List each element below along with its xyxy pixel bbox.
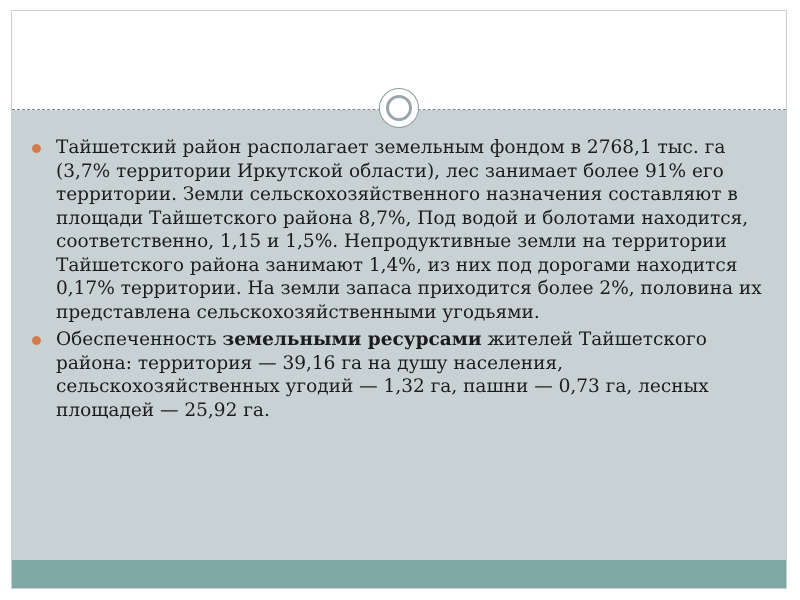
footer-bar [12,560,786,588]
bullet-text-suffix: жителей Тайшетского района: территория — 39,16 га на душу населения, сельскохозяйственных угодий — 1,32 га, пашни — 0,73 га, лесных площадей — 25,92 га. [56,329,709,421]
circle-ring-inner [386,95,412,121]
bullet-item-land-provision [32,328,772,422]
circle-ring-icon [379,88,419,128]
bullet-list [32,136,772,426]
bullet-item-land-fund [32,136,772,324]
round-bullet-icon [32,336,41,345]
bullet-text-land-provision [56,328,772,422]
round-bullet-icon [32,144,41,153]
bullet-text-bold-phrase: земельными ресурсами [222,329,482,350]
bullet-text-prefix: Обеспеченность [56,329,223,350]
bullet-text-land-fund: Тайшетский район располагает земельным фондом в 2768,1 тыс. га (3,7% территории Иркутской области), лес занимает более 91% его территории. Земли сельскохозяйственного назначения составляют в площади Тайшетского района 8,7%, Под водой и болотами находится, соответственно, 1,15 и 1,5%. Непродуктивные земли на территории Тайшетского района занимают 1,4%, из них под дорогами находится 0,17% территории. На земли запаса приходится более 2%, половина их представлена сельскохозяйственными угодьями. [56,137,762,323]
